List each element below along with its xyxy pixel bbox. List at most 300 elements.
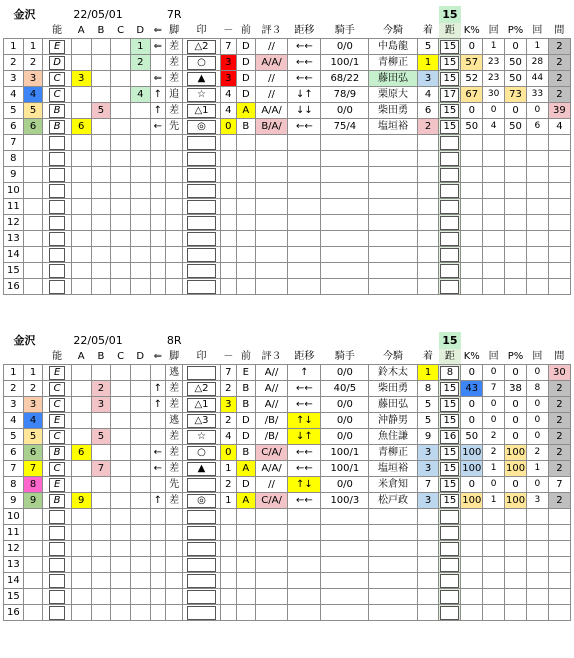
ability-grade-value: E (49, 366, 64, 380)
minus-value: 3 (220, 55, 236, 71)
empty-cell (237, 557, 256, 573)
col-d (130, 493, 150, 509)
column-header: 前 (237, 23, 256, 39)
prediction-mark (183, 381, 220, 397)
empty-cell (23, 247, 43, 263)
interval: 2 (548, 71, 570, 87)
empty-cell (526, 183, 548, 199)
empty-cell (505, 215, 527, 231)
horse-number: 10 (4, 509, 24, 525)
horse-number: 16 (4, 279, 24, 295)
empty-cell (548, 557, 570, 573)
column-header (4, 23, 24, 39)
empty-cell (526, 525, 548, 541)
col-b (91, 39, 111, 55)
empty-cell (111, 151, 131, 167)
rating-3: A/A/ (255, 461, 288, 477)
ability-grade (43, 381, 71, 397)
prediction-mark-value: ◎ (187, 120, 215, 134)
gate-number: 1 (23, 39, 43, 55)
empty-cell (369, 183, 417, 199)
prediction-mark-value (187, 526, 215, 540)
jockey-stats: 0/0 (321, 413, 369, 429)
k-count: 0 (483, 413, 505, 429)
empty-cell (526, 557, 548, 573)
gate-number: 5 (23, 103, 43, 119)
table-row (4, 397, 571, 413)
empty-cell (23, 525, 43, 541)
prediction-mark (183, 151, 220, 167)
column-header: 着 (417, 349, 439, 365)
prediction-mark-value (187, 590, 215, 604)
rating-3: /B/ (255, 429, 288, 445)
horse-number: 8 (4, 151, 24, 167)
p-count: 28 (526, 55, 548, 71)
ability-grade (43, 183, 71, 199)
previous-grade: D (237, 413, 256, 429)
leg-style: 先 (165, 477, 183, 493)
distance-move: ←← (288, 397, 321, 413)
p-percent: 100 (505, 445, 527, 461)
minus-value: 1 (220, 493, 236, 509)
empty-cell (505, 541, 527, 557)
horse-number: 11 (4, 525, 24, 541)
col-d (130, 119, 150, 135)
empty-cell (130, 541, 150, 557)
empty-row (4, 509, 571, 525)
empty-cell (71, 263, 91, 279)
empty-cell (417, 215, 439, 231)
horse-number: 3 (4, 397, 24, 413)
empty-row (4, 279, 571, 295)
empty-cell (130, 231, 150, 247)
ability-grade-value: B (49, 104, 64, 118)
column-header: 能 (43, 23, 71, 39)
previous-grade: D (237, 55, 256, 71)
column-header: K% (461, 349, 483, 365)
empty-cell (505, 557, 527, 573)
empty-cell (130, 199, 150, 215)
column-header: K% (461, 23, 483, 39)
col-a: 6 (71, 119, 91, 135)
minus-value: 0 (220, 119, 236, 135)
distance-value: 15 (440, 414, 459, 428)
k-percent: 43 (461, 381, 483, 397)
prediction-mark (183, 413, 220, 429)
previous-grade: B (237, 381, 256, 397)
arrow-mark: ← (150, 445, 165, 461)
distance-move: ←← (288, 39, 321, 55)
distance (439, 605, 461, 621)
empty-cell (91, 215, 111, 231)
col-d (130, 461, 150, 477)
interval: 2 (548, 413, 570, 429)
empty-cell (220, 247, 236, 263)
distance-value (440, 542, 459, 556)
p-count: 0 (526, 413, 548, 429)
p-count: 44 (526, 71, 548, 87)
column-header: C (111, 349, 131, 365)
empty-cell (91, 509, 111, 525)
empty-cell (548, 215, 570, 231)
prediction-mark (183, 215, 220, 231)
empty-cell (111, 557, 131, 573)
field-count: 15 (439, 332, 461, 349)
prediction-mark-value (187, 606, 215, 620)
distance-move: ↑ (288, 365, 321, 381)
empty-cell (237, 135, 256, 151)
prediction-mark (183, 557, 220, 573)
col-a (71, 397, 91, 413)
finish-place: 9 (417, 429, 439, 445)
empty-cell (165, 605, 183, 621)
finish-place: 7 (417, 477, 439, 493)
k-percent: 0 (461, 477, 483, 493)
empty-cell (71, 199, 91, 215)
col-d (130, 103, 150, 119)
empty-cell (220, 509, 236, 525)
column-header: D (130, 349, 150, 365)
empty-cell (288, 167, 321, 183)
distance-move: ←← (288, 55, 321, 71)
col-c (111, 103, 131, 119)
k-count: 23 (483, 55, 505, 71)
horse-number: 12 (4, 541, 24, 557)
ability-grade-value (49, 168, 64, 182)
horse-number: 6 (4, 445, 24, 461)
prediction-mark (183, 247, 220, 263)
empty-cell (130, 151, 150, 167)
empty-cell (461, 151, 483, 167)
empty-cell (130, 167, 150, 183)
current-jockey: 塩垣裕 (369, 119, 417, 135)
table-row (4, 39, 571, 55)
prediction-mark-value (187, 248, 215, 262)
empty-cell (150, 215, 165, 231)
leg-style: 差 (165, 71, 183, 87)
empty-cell (483, 509, 505, 525)
ability-grade (43, 397, 71, 413)
interval: 39 (548, 103, 570, 119)
empty-cell (369, 199, 417, 215)
empty-cell (548, 541, 570, 557)
distance-value (440, 558, 459, 572)
empty-cell (165, 247, 183, 263)
ability-grade (43, 477, 71, 493)
k-percent: 0 (461, 103, 483, 119)
empty-cell (130, 247, 150, 263)
distance-value: 15 (440, 382, 459, 396)
ability-grade-value (49, 216, 64, 230)
column-header: A (71, 349, 91, 365)
prediction-mark-value (187, 542, 215, 556)
finish-place: 8 (417, 381, 439, 397)
ability-grade (43, 557, 71, 573)
ability-grade (43, 461, 71, 477)
empty-cell (23, 263, 43, 279)
empty-cell (505, 509, 527, 525)
ability-grade (43, 445, 71, 461)
distance-value: 15 (440, 104, 459, 118)
empty-cell (548, 589, 570, 605)
arrow-mark: ← (150, 119, 165, 135)
prediction-mark-value (187, 478, 215, 492)
jockey-stats: 40/5 (321, 381, 369, 397)
minus-value: 3 (220, 71, 236, 87)
arrow-mark (150, 477, 165, 493)
empty-cell (130, 589, 150, 605)
distance (439, 589, 461, 605)
empty-cell (369, 263, 417, 279)
empty-cell (165, 525, 183, 541)
empty-cell (288, 151, 321, 167)
empty-cell (91, 589, 111, 605)
empty-cell (548, 231, 570, 247)
empty-cell (91, 263, 111, 279)
col-d: 4 (130, 87, 150, 103)
ability-grade-value (49, 558, 64, 572)
col-b: 5 (91, 103, 111, 119)
empty-cell (23, 167, 43, 183)
empty-cell (150, 541, 165, 557)
empty-cell (71, 279, 91, 295)
distance (439, 445, 461, 461)
distance-value (440, 200, 459, 214)
empty-cell (461, 509, 483, 525)
horse-number: 8 (4, 477, 24, 493)
distance-value: 16 (440, 430, 459, 444)
empty-cell (237, 215, 256, 231)
ability-grade (43, 541, 71, 557)
col-a (71, 365, 91, 381)
distance-move: ←← (288, 445, 321, 461)
empty-cell (526, 199, 548, 215)
col-b (91, 413, 111, 429)
empty-cell (526, 247, 548, 263)
empty-cell (505, 135, 527, 151)
minus-value: 4 (220, 87, 236, 103)
empty-cell (255, 509, 288, 525)
empty-cell (288, 263, 321, 279)
col-b (91, 445, 111, 461)
table-row (4, 381, 571, 397)
empty-cell (505, 279, 527, 295)
column-header: 今騎 (369, 349, 417, 365)
previous-grade: B (237, 445, 256, 461)
k-percent: 100 (461, 445, 483, 461)
current-jockey: 中島龍 (369, 39, 417, 55)
distance-move: ←← (288, 381, 321, 397)
gate-number: 5 (23, 429, 43, 445)
rating-3: // (255, 39, 288, 55)
p-percent: 0 (505, 39, 527, 55)
empty-cell (220, 135, 236, 151)
distance-move: ↑↓ (288, 477, 321, 493)
ability-grade (43, 589, 71, 605)
distance (439, 413, 461, 429)
empty-cell (369, 151, 417, 167)
table-row (4, 477, 571, 493)
prediction-mark (183, 365, 220, 381)
p-percent: 0 (505, 413, 527, 429)
ability-grade-value (49, 248, 64, 262)
race-number: 7R (166, 8, 182, 21)
column-header: － (220, 23, 236, 39)
finish-place: 3 (417, 493, 439, 509)
prediction-mark-value (187, 558, 215, 572)
k-count: 23 (483, 71, 505, 87)
table-row (4, 365, 571, 381)
field-count: 15 (439, 6, 461, 23)
column-header: B (91, 349, 111, 365)
current-jockey: 塩垣裕 (369, 461, 417, 477)
empty-cell (130, 605, 150, 621)
col-c (111, 381, 131, 397)
previous-grade: B (237, 119, 256, 135)
distance-move: ↑↓ (288, 413, 321, 429)
empty-cell (71, 247, 91, 263)
prediction-mark-value: △3 (187, 414, 215, 428)
rating-3: A// (255, 397, 288, 413)
prediction-mark (183, 525, 220, 541)
arrow-mark: ← (150, 461, 165, 477)
current-jockey: 柴田勇 (369, 103, 417, 119)
prediction-mark (183, 493, 220, 509)
empty-cell (165, 541, 183, 557)
distance-value: 8 (440, 366, 459, 380)
empty-cell (505, 605, 527, 621)
race-date: 22/05/01 (73, 8, 123, 21)
prediction-mark (183, 279, 220, 295)
empty-cell (526, 231, 548, 247)
distance-value (440, 184, 459, 198)
empty-cell (71, 589, 91, 605)
leg-style: 差 (165, 55, 183, 71)
empty-cell (150, 589, 165, 605)
empty-cell (165, 557, 183, 573)
empty-cell (461, 525, 483, 541)
empty-cell (526, 279, 548, 295)
empty-cell (237, 167, 256, 183)
prediction-mark (183, 39, 220, 55)
current-jockey: 青柳正 (369, 445, 417, 461)
horse-number: 5 (4, 429, 24, 445)
empty-cell (369, 589, 417, 605)
empty-cell (321, 509, 369, 525)
empty-cell (71, 509, 91, 525)
empty-row (4, 573, 571, 589)
prediction-mark-value: ▲ (187, 72, 215, 86)
empty-cell (71, 525, 91, 541)
empty-cell (130, 573, 150, 589)
empty-cell (548, 151, 570, 167)
column-header: 着 (417, 23, 439, 39)
prediction-mark-value (187, 216, 215, 230)
empty-cell (71, 135, 91, 151)
empty-cell (237, 573, 256, 589)
distance-value (440, 574, 459, 588)
empty-cell (417, 279, 439, 295)
col-a (71, 87, 91, 103)
ability-grade (43, 429, 71, 445)
distance-value: 15 (440, 120, 459, 134)
k-percent: 67 (461, 87, 483, 103)
distance-value (440, 280, 459, 294)
empty-cell (483, 589, 505, 605)
column-header: 距移 (288, 349, 321, 365)
prediction-mark-value (187, 280, 215, 294)
empty-cell (255, 541, 288, 557)
empty-cell (369, 557, 417, 573)
current-jockey: 青柳正 (369, 55, 417, 71)
col-a (71, 103, 91, 119)
jockey-stats: 0/0 (321, 365, 369, 381)
empty-cell (91, 167, 111, 183)
distance-value (440, 136, 459, 150)
rating-3: A/A/ (255, 103, 288, 119)
col-d: 1 (130, 39, 150, 55)
empty-cell (237, 525, 256, 541)
empty-cell (548, 135, 570, 151)
prediction-mark (183, 509, 220, 525)
empty-cell (91, 135, 111, 151)
current-jockey: 松戸政 (369, 493, 417, 509)
distance (439, 493, 461, 509)
k-percent: 50 (461, 429, 483, 445)
previous-grade: D (237, 71, 256, 87)
horse-number: 14 (4, 573, 24, 589)
empty-cell (417, 231, 439, 247)
empty-cell (255, 525, 288, 541)
empty-cell (288, 541, 321, 557)
ability-grade-value (49, 510, 64, 524)
prediction-mark-value (187, 184, 215, 198)
interval: 2 (548, 445, 570, 461)
distance (439, 231, 461, 247)
col-a (71, 461, 91, 477)
empty-cell (288, 215, 321, 231)
ability-grade-value: C (49, 430, 64, 444)
empty-row (4, 589, 571, 605)
minus-value: 2 (220, 477, 236, 493)
leg-style: 差 (165, 381, 183, 397)
previous-grade: D (237, 477, 256, 493)
minus-value: 0 (220, 445, 236, 461)
column-header: P% (505, 349, 527, 365)
column-header (23, 23, 43, 39)
jockey-stats: 75/4 (321, 119, 369, 135)
empty-cell (417, 573, 439, 589)
interval: 2 (548, 429, 570, 445)
col-a (71, 39, 91, 55)
column-header: 今騎 (369, 23, 417, 39)
minus-value: 7 (220, 365, 236, 381)
col-d (130, 413, 150, 429)
empty-cell (220, 183, 236, 199)
rating-3: C/A/ (255, 493, 288, 509)
minus-value: 2 (220, 413, 236, 429)
col-a (71, 381, 91, 397)
k-count: 1 (483, 39, 505, 55)
column-header: 距 (439, 23, 461, 39)
gate-number: 2 (23, 55, 43, 71)
empty-cell (150, 167, 165, 183)
leg-style: 逃 (165, 413, 183, 429)
empty-cell (150, 247, 165, 263)
empty-cell (255, 605, 288, 621)
empty-cell (130, 279, 150, 295)
col-b: 2 (91, 381, 111, 397)
